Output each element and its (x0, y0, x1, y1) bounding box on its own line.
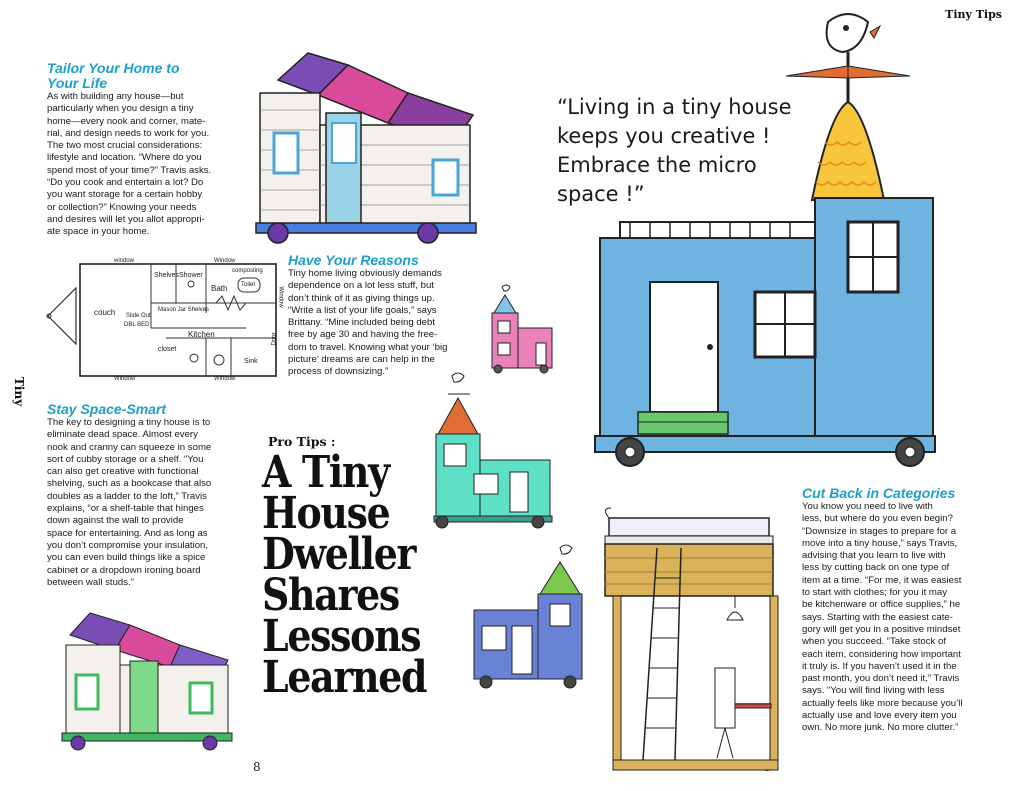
pink-house-illustration (488, 283, 558, 375)
floorplan-label-kitchen: Kitchen (188, 330, 215, 339)
running-head: Tiny Tips (945, 8, 1002, 21)
floorplan-label-sink: Sink (244, 358, 258, 365)
pro-tips-label: Pro Tips : (268, 434, 336, 449)
pull-quote: “Living in a tiny house keeps you creative ! Embrace the micro space !” (557, 95, 792, 206)
section-body: You know you need to live with less, but where do you even begin? “Downsize in stages to prepare for a move into a tiny house,” says Travis, advising that you learn to live with less by cutting back on one type of item at a time. “For me, it was easiest to start with clothes; for you it may be kitchenware or office supplies,” he says. Starting with the easiest cate- gory will get you in a positive mindset when you succeed. “Take stock of each item, considering how important it truly is. If you haven’t used it in the past month, you don’t need it,” Travis says. “You will find living with less actually feels like more because you’ll actually use and love every item you own. No more junk. No more clutter.” (802, 501, 963, 734)
page-number-left: 8 (253, 760, 261, 774)
floorplan-label-window: Window (214, 376, 236, 382)
tiny-house-purple-roof-illustration (248, 45, 486, 245)
section-heading: Stay Space-Smart (47, 401, 167, 417)
section-body: Tiny home living obviously demands dependence on a lot less stuff, but don’t think of it as giving things up. “Write a list of your life goals,” says Brittany. “Mine included being debt free by age 30 and having the free- dom to travel. Knowing what your ‘big picture’ dreams are can help in the process of downsizing.” (288, 268, 448, 378)
section-body: As with building any house—but particularly when you design a tiny home—every nook and corner, mate- rial, and design needs to work for you. The two most crucial considerations: lifestyle and location. “Where do you spend most of your time?” Travis asks. “Do you cook and entertain a lot? Do you want storage for a certain hobby or collection?” Knowing your needs and desires will let you allot appropri- ate space in your home. (47, 91, 212, 238)
floorplan-label-window: Window (277, 286, 284, 308)
section-space-smart (47, 402, 257, 589)
floorplan-label-composting: composting (232, 268, 263, 274)
spine-label: Tiny (12, 377, 26, 407)
section-body: The key to designing a tiny house is to eliminate dead space. Almost every nook and cranny can squeeze in some sort of cubby storage or a shelf. “You can also get creative with functional shelving, such as a bookcase that also doubles as a ladder to the loft,” Travis explains, “or a shelf-table that hinges down against the wall to provide space for entertaining. And as long as you don’t compromise your insulation, you can even build things like a spice cabinet or a dropdown ironing board between wall studs.” (47, 417, 212, 588)
floorplan-label-dbl-bed: DBL BED (124, 322, 150, 328)
loft-ladder-illustration (595, 508, 795, 778)
section-tailor (47, 61, 257, 239)
floorplan-label-shelves: Shelves (154, 272, 179, 279)
floorplan-label-bath: Bath (211, 284, 228, 293)
floorplan-label-door: Door (271, 332, 278, 346)
floorplan-illustration (46, 258, 282, 386)
section-reasons (288, 253, 488, 379)
floorplan-label-window: Window (214, 258, 236, 264)
tiny-house-green-illustration (60, 605, 235, 750)
section-heading: Have Your Reasons (288, 252, 419, 268)
floorplan-label-mason-jar: Mason Jar Shelves (158, 307, 210, 313)
blue-house-large-illustration (590, 12, 980, 482)
headline: A Tiny House Dweller Shares Lessons Learned (262, 447, 427, 703)
floorplan-label-window: Window (114, 376, 136, 382)
section-categories (802, 486, 1002, 735)
teal-house-illustration (430, 370, 555, 530)
floorplan-label-shower: Shower (179, 272, 203, 279)
blue-house-small-illustration (470, 540, 590, 690)
floorplan-label-slide-out: Slide Out (126, 313, 151, 319)
floorplan-label-couch: couch (94, 308, 116, 317)
section-heading: Cut Back in Categories (802, 485, 956, 501)
floorplan-label-window: window (114, 258, 135, 264)
floorplan-label-toilet: Toilet (241, 282, 256, 288)
floorplan-label-closet: closet (158, 346, 177, 353)
section-heading: Tailor Your Home to Your Life (47, 60, 180, 91)
